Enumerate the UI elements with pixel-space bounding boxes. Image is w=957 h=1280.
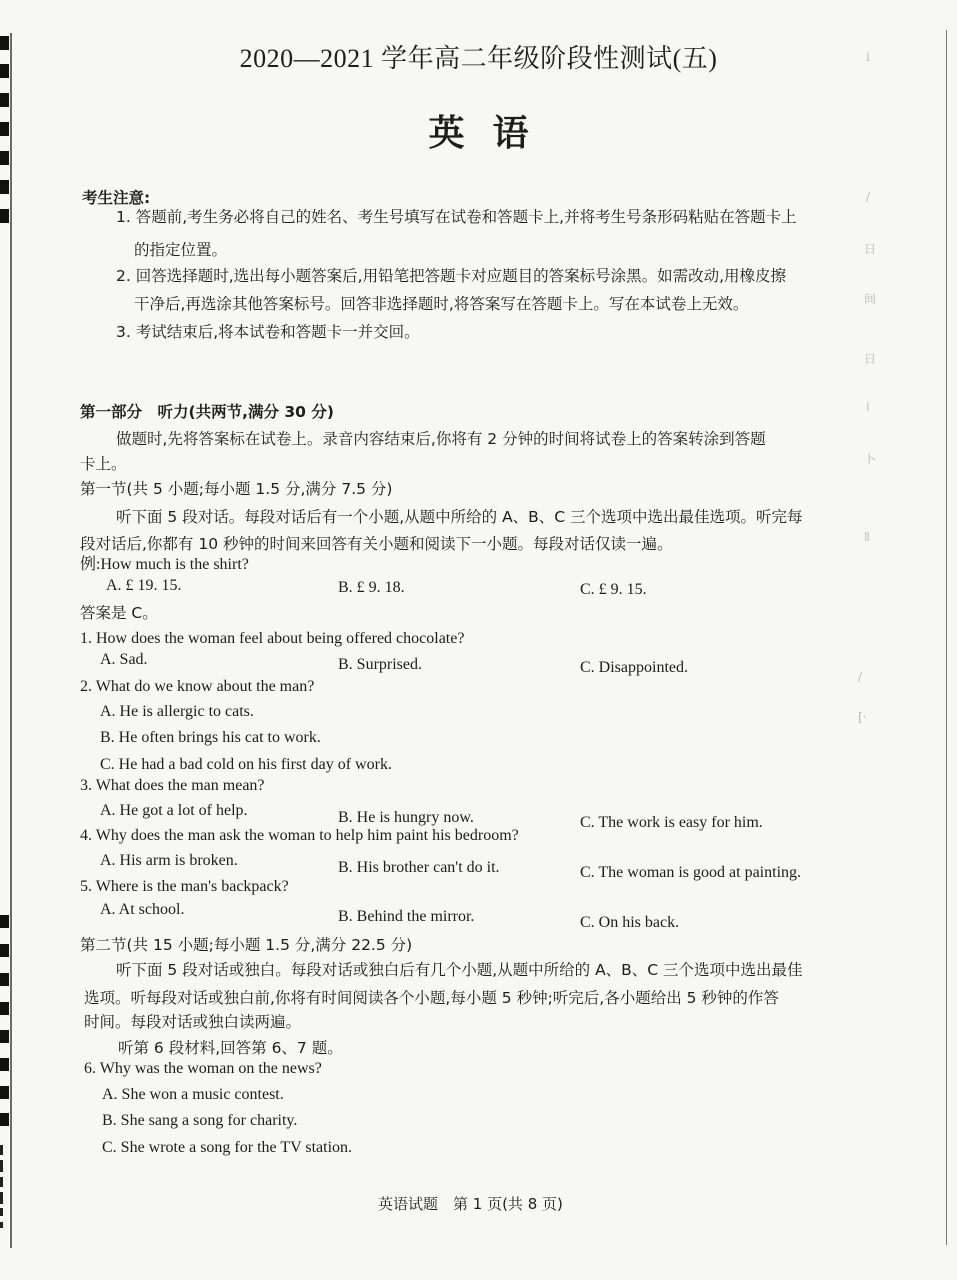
section1-heading: 第一节(共 5 小题;每小题 1.5 分,满分 7.5 分) — [80, 480, 393, 498]
section2-intro-cont-2: 时间。每段对话或独白读两遍。 — [84, 1013, 302, 1031]
binding-mark — [0, 1058, 9, 1071]
q1-option-b: B. Surprised. — [338, 656, 422, 673]
q3-option-c: C. The work is easy for him. — [580, 814, 763, 831]
notice-item-3: 3. 考试结束后,将本试卷和答题卡一并交回。 — [116, 323, 420, 341]
question-3: 3. What does the man mean? — [80, 777, 265, 794]
page-footer: 英语试题 第 1 页(共 8 页) — [378, 1195, 563, 1213]
example-answer: 答案是 C。 — [80, 604, 158, 622]
bleed-through-mark: ǀ — [866, 400, 870, 414]
q3-option-a: A. He got a lot of help. — [100, 802, 248, 819]
q4-option-c: C. The woman is good at painting. — [580, 864, 802, 881]
q2-option-a: A. He is allergic to cats. — [100, 703, 254, 720]
binding-mark — [0, 1002, 9, 1015]
binding-mark — [0, 944, 9, 957]
binding-dash — [0, 1222, 3, 1228]
section1-intro-cont: 段对话后,你都有 10 秒钟的时间来回答有关小题和阅读下一小题。每段对话仅读一遍。 — [80, 535, 673, 553]
example-option-a: A. £ 19. 15. — [106, 577, 182, 594]
binding-mark — [0, 209, 9, 223]
part1-heading: 第一部分 听力(共两节,满分 30 分) — [80, 403, 334, 421]
binding-dash — [0, 1177, 3, 1187]
q1-option-a: A. Sad. — [100, 651, 148, 668]
exam-title: 2020—2021 学年高二年级阶段性测试(五) — [239, 44, 718, 73]
q2-option-b: B. He often brings his cat to work. — [100, 729, 321, 746]
q5-option-b: B. Behind the mirror. — [338, 908, 475, 925]
q6-option-c: C. She wrote a song for the TV station. — [102, 1139, 353, 1156]
question-6: 6. Why was the woman on the news? — [84, 1060, 322, 1077]
notice-item-1-cont: 的指定位置。 — [134, 241, 228, 259]
q5-option-c: C. On his back. — [580, 914, 680, 931]
notice-heading: 考生注意: — [82, 189, 151, 207]
section2-heading: 第二节(共 15 小题;每小题 1.5 分,满分 22.5 分) — [80, 936, 413, 954]
question-5: 5. Where is the man's backpack? — [80, 878, 289, 895]
subject-title: 英语 — [428, 113, 557, 154]
bleed-through-mark: ǁ — [864, 530, 870, 544]
bleed-through-mark: / — [866, 190, 871, 204]
binding-dash — [0, 1192, 3, 1204]
example-option-b: B. £ 9. 18. — [338, 579, 405, 596]
q4-option-b: B. His brother can't do it. — [338, 859, 500, 876]
question-1: 1. How does the woman feel about being offered chocolate? — [80, 630, 465, 647]
q4-option-a: A. His arm is broken. — [100, 852, 238, 869]
bleed-through-mark: 间 — [864, 292, 877, 306]
example-question: 例:How much is the shirt? — [80, 556, 249, 573]
bleed-through-mark: 卜 — [864, 452, 877, 466]
notice-item-2: 2. 回答选择题时,选出每小题答案后,用铅笔把答题卡对应题目的答案标号涂黑。如需改动,用橡皮擦 — [116, 267, 786, 285]
binding-mark — [0, 1030, 9, 1043]
binding-mark — [0, 1086, 9, 1099]
binding-mark — [0, 1113, 9, 1126]
q1-option-c: C. Disappointed. — [580, 659, 688, 676]
bleed-through-mark: 日 — [864, 242, 877, 256]
q6-option-a: A. She won a music contest. — [102, 1086, 284, 1103]
bleed-through-mark: / — [858, 670, 863, 684]
binding-dash — [0, 1160, 3, 1172]
q6-option-b: B. She sang a song for charity. — [102, 1112, 298, 1129]
part1-intro-cont: 卡上。 — [80, 455, 127, 473]
notice-item-1: 1. 答题前,考生务必将自己的姓名、考生号填写在试卷和答题卡上,并将考生号条形码粘贴在答题卡上 — [116, 208, 797, 226]
binding-dash — [0, 1208, 3, 1216]
section2-intro-cont: 选项。听每段对话或独白前,你将有时间阅读各个小题,每小题 5 秒钟;听完后,各小题给出 5 秒钟的作答 — [84, 989, 779, 1007]
binding-mark — [0, 973, 9, 986]
question-4: 4. Why does the man ask the woman to help him paint his bedroom? — [80, 827, 519, 844]
q5-option-a: A. At school. — [100, 901, 185, 918]
section1-intro: 听下面 5 段对话。每段对话后有一个小题,从题中所给的 A、B、C 三个选项中选出最佳选项。听完每 — [116, 508, 803, 526]
binding-margin-line — [10, 33, 12, 1248]
q2-option-c: C. He had a bad cold on his first day of work. — [100, 756, 392, 773]
bleed-through-mark: [· — [858, 710, 867, 724]
bleed-through-mark: ⅰ — [866, 50, 870, 64]
binding-mark — [0, 915, 9, 928]
example-option-c: C. £ 9. 15. — [580, 581, 647, 598]
notice-item-2-cont: 干净后,再选涂其他答案标号。回答非选择题时,将答案写在答题卡上。写在本试卷上无效。 — [134, 295, 749, 313]
binding-dash — [0, 1145, 3, 1155]
material-note: 听第 6 段材料,回答第 6、7 题。 — [118, 1039, 343, 1057]
binding-mark — [0, 180, 9, 194]
section2-intro: 听下面 5 段对话或独白。每段对话或独白后有几个小题,从题中所给的 A、B、C 三个选项中选出最佳 — [116, 961, 803, 979]
question-2: 2. What do we know about the man? — [80, 678, 315, 695]
bleed-through-mark: 日 — [864, 352, 877, 366]
q3-option-b: B. He is hungry now. — [338, 809, 474, 826]
part1-intro: 做题时,先将答案标在试卷上。录音内容结束后,你将有 2 分钟的时间将试卷上的答案转涂到答题 — [116, 430, 766, 448]
right-margin-line — [946, 30, 947, 1245]
